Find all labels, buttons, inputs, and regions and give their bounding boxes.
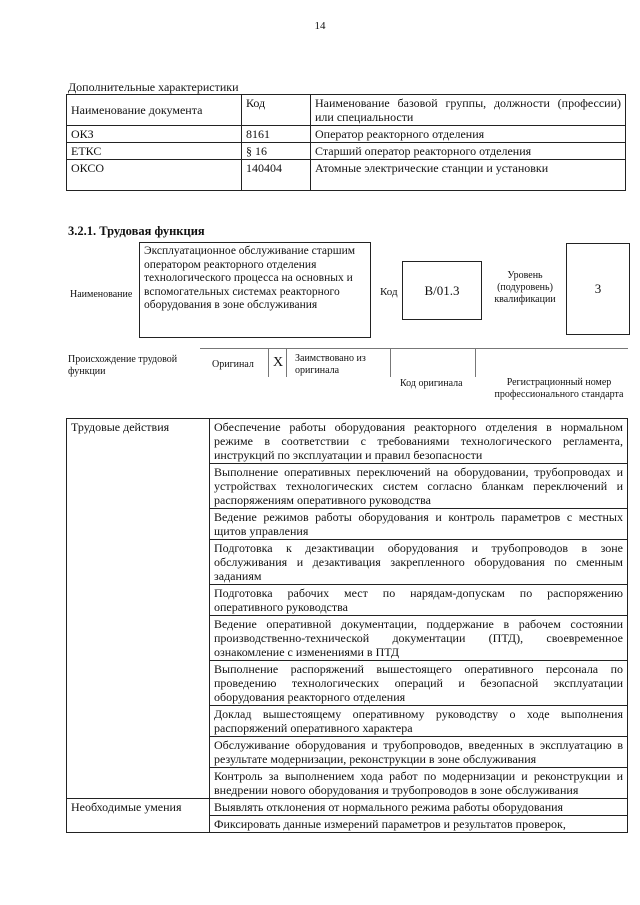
cell-name: Оператор реакторного отделения	[311, 126, 626, 143]
cell-document: ОКЗ	[67, 126, 242, 143]
code-value-box: B/01.3	[402, 261, 482, 320]
function-name-box: Эксплуатационное обслуживание старшим оператором реакторного отделения технологического процесса на основных и вспомогательных системах реакторного оборудования в зоне обслуживания	[139, 242, 371, 338]
table-row	[67, 419, 628, 464]
origin-row-frame	[200, 348, 628, 377]
section-title: 3.2.1. Трудовая функция	[68, 224, 205, 238]
borrowed-label: Заимствовано из оригинала	[295, 353, 366, 376]
labor-function-table	[66, 418, 628, 833]
registration-number-caption: Регистрационный номер профессионального стандарта	[494, 377, 624, 400]
labor-action-item: Доклад вышестоящему оперативному руководству о ходе выполнения распоряжений оперативного характера	[210, 706, 628, 737]
table-header-row	[67, 95, 626, 126]
cell-name: Атомные электрические станции и установки	[311, 160, 626, 191]
labor-action-item: Подготовка к дезактивации оборудования и трубопроводов в зоне обслуживания и дезактивация закрепленного оборудования по сменным заданиям	[210, 540, 628, 585]
labor-action-item: Ведение режимов работы оборудования и контроль параметров с местных щитов управления	[210, 509, 628, 540]
cell-code: § 16	[242, 143, 311, 160]
name-label: Наименование	[70, 289, 133, 300]
labor-action-item: Выполнение распоряжений вышестоящего оперативного персонала по проведению технологических операций и безопасной эксплуатации оборудования реакторного отделения	[210, 661, 628, 706]
skill-item: Выявлять отклонения от нормального режима работы оборудования	[210, 799, 628, 816]
original-code-caption: Код оригинала	[400, 378, 463, 389]
cell-name: Старший оператор реакторного отделения	[311, 143, 626, 160]
original-label: Оригинал	[212, 359, 254, 370]
labor-action-item: Ведение оперативной документации, поддержание в рабочем состоянии производственно-технической документации (ПТД), своевременное ознакомление с изменениями в ПТД	[210, 616, 628, 661]
header-group-name: Наименование базовой группы, должности (профессии) или специальности	[311, 95, 626, 126]
additional-characteristics-title: Дополнительные характеристики	[68, 80, 239, 94]
page-number: 14	[314, 20, 326, 32]
required-skills-label: Необходимые умения	[67, 799, 210, 833]
cell-code: 140404	[242, 160, 311, 191]
cell-document: ЕТКС	[67, 143, 242, 160]
table-row	[67, 143, 626, 160]
header-document: Наименование документа	[67, 95, 242, 126]
table-row	[67, 160, 626, 191]
table-row	[67, 126, 626, 143]
labor-action-item: Контроль за выполнением хода работ по модернизации и реконструкции и внедрении нового оборудования и трубопроводов в зоне обслуживания	[210, 768, 628, 799]
cell-document: ОКСО	[67, 160, 242, 191]
labor-action-item: Обслуживание оборудования и трубопроводов, введенных в эксплуатацию в результате модернизации, реконструкции в зоне обслуживания	[210, 737, 628, 768]
labor-action-item: Выполнение оперативных переключений на оборудовании, трубопроводах и устройствах технологических систем согласно бланкам переключений и распоряжениям оперативного руководства	[210, 464, 628, 509]
labor-actions-label: Трудовые действия	[67, 419, 210, 799]
skill-item: Фиксировать данные измерений параметров и результатов проверок,	[210, 816, 628, 833]
function-origin-label: Происхождение трудовой функции	[68, 354, 178, 377]
qualification-level-box: 3	[566, 243, 630, 335]
labor-action-item: Подготовка рабочих мест по нарядам-допускам по распоряжению оперативного руководства	[210, 585, 628, 616]
table-row	[67, 799, 628, 816]
original-check-mark: X	[273, 355, 284, 370]
labor-action-item: Обеспечение работы оборудования реакторного отделения в нормальном режиме в соответствии с требованиями технологического регламента, инструкций по эксплуатации и правил безопасности	[210, 419, 628, 464]
qualification-level-label: Уровень (подуровень) квалификации	[494, 270, 556, 305]
additional-characteristics-table	[66, 94, 626, 191]
cell-code: 8161	[242, 126, 311, 143]
code-label: Код	[380, 286, 398, 298]
header-code: Код	[242, 95, 311, 126]
